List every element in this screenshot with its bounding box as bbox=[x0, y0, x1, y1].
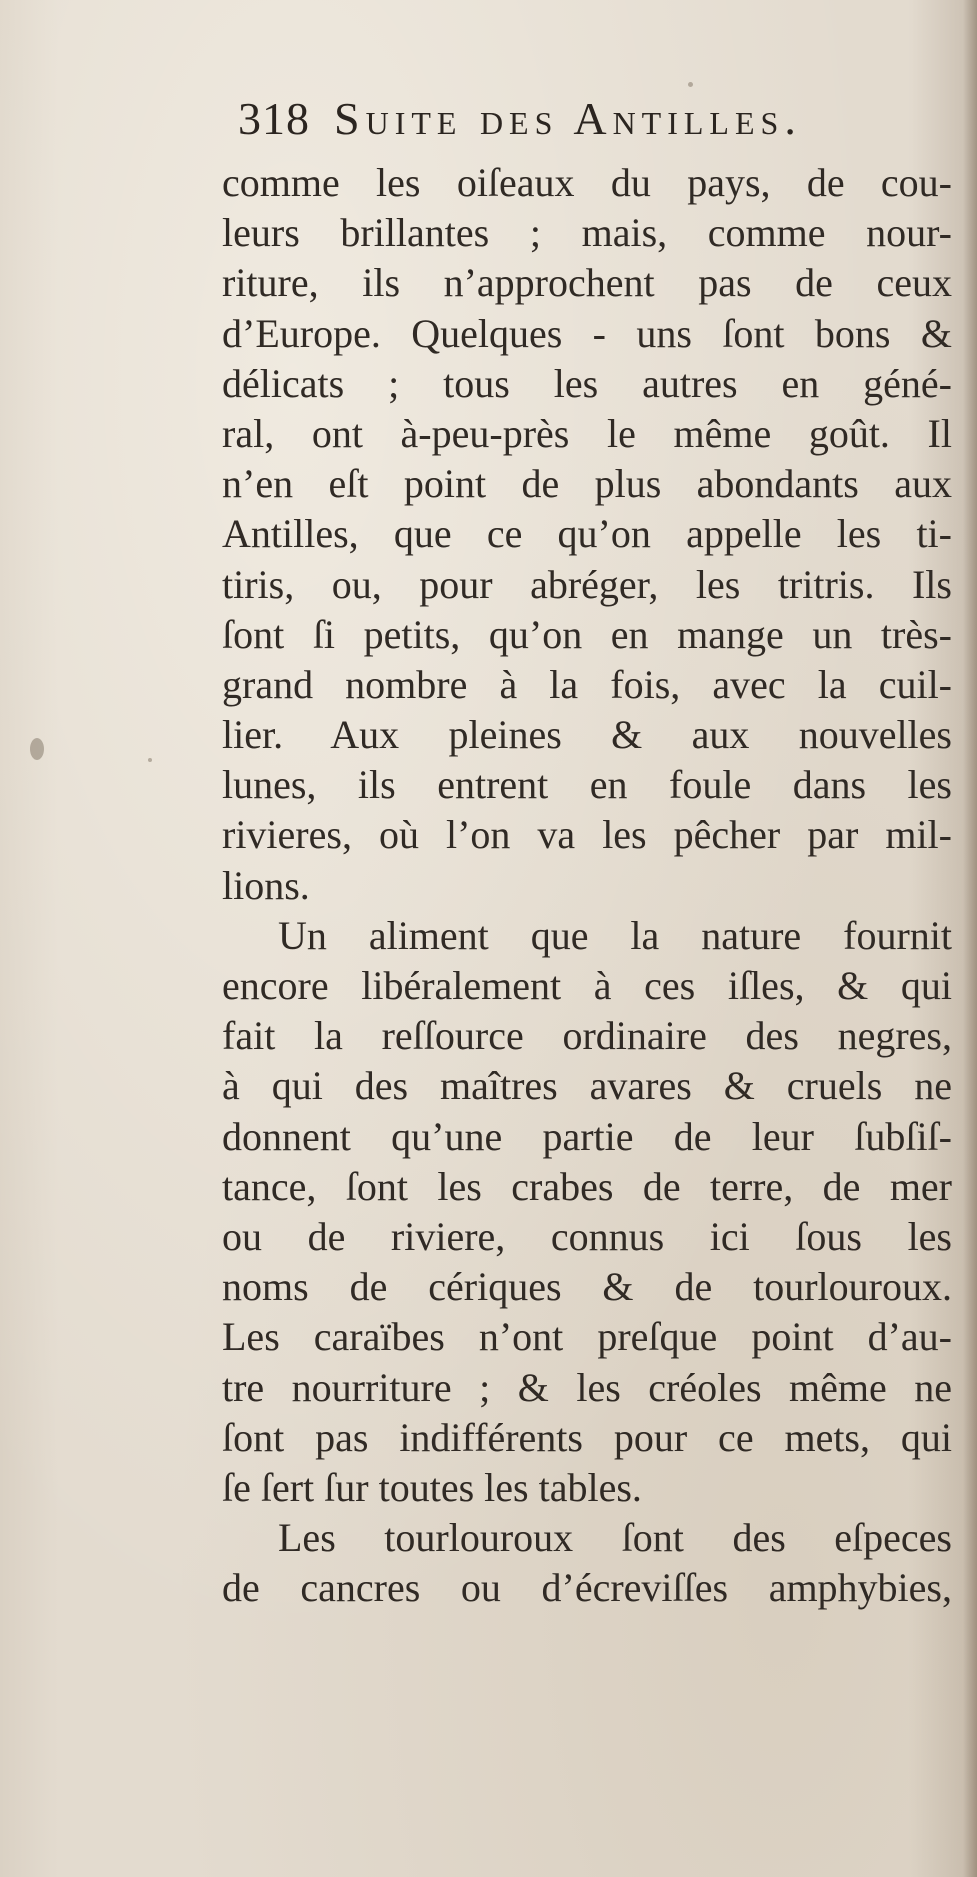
running-head: Suite des Antilles. bbox=[334, 93, 802, 144]
paragraph-2 bbox=[222, 911, 952, 1513]
text-line: Les caraïbes n’ont preſque point d’au- bbox=[222, 1314, 952, 1360]
page-header bbox=[238, 92, 968, 154]
text-line: délicats ; tous les autres en géné- bbox=[222, 360, 952, 406]
text-line: ſe ſert ſur toutes les tables. bbox=[222, 1464, 642, 1510]
spine-shadow bbox=[963, 0, 977, 1877]
text-line: ral, ont à-peu-près le même goût. Il bbox=[222, 410, 952, 456]
text-line: lunes, ils entrent en foule dans les bbox=[222, 762, 952, 808]
text-line: de cancres ou d’écreviſſes amphybies, bbox=[222, 1565, 952, 1611]
body-text bbox=[222, 158, 952, 1613]
text-line: donnent qu’une partie de leur ſubſiſ- bbox=[222, 1113, 952, 1159]
text-line: à qui des maîtres avares & cruels ne bbox=[222, 1063, 952, 1109]
text-line: ſont pas indifférents pour ce mets, qui bbox=[222, 1414, 952, 1460]
text-line: encore libéralement à ces iſles, & qui bbox=[222, 963, 952, 1008]
text-line: tiris, ou, pour abréger, les tritris. Ils bbox=[222, 561, 952, 607]
text-line: riture, ils n’approchent pas de ceux bbox=[222, 260, 952, 306]
text-line: comme les oiſeaux du pays, de cou- bbox=[222, 160, 952, 205]
text-line: ſont ſi petits, qu’on en mange un très- bbox=[222, 611, 952, 657]
text-line: noms de cériques & de tourlouroux. bbox=[222, 1264, 952, 1310]
text-line: Antilles, que ce qu’on appelle les ti- bbox=[222, 511, 952, 557]
text-line: tance, ſont les crabes de terre, de mer bbox=[222, 1163, 952, 1209]
text-line: grand nombre à la fois, avec la cuil- bbox=[222, 661, 952, 707]
text-line: leurs brillantes ; mais, comme nour- bbox=[222, 210, 952, 256]
text-line: d’Europe. Quelques - uns ſont bons & bbox=[222, 310, 952, 356]
paper-speck bbox=[148, 758, 152, 762]
text-line: fait la reſſource ordinaire des negres, bbox=[222, 1013, 952, 1059]
text-line: Un aliment que la nature fournit bbox=[278, 912, 952, 958]
paragraph-1 bbox=[222, 158, 952, 911]
page-number: 318 bbox=[238, 93, 310, 144]
text-line: lions. bbox=[222, 862, 310, 908]
text-line: lier. Aux pleines & aux nouvelles bbox=[222, 712, 952, 758]
paper-speck bbox=[688, 82, 693, 87]
text-line: Les tourlouroux ſont des eſpeces bbox=[278, 1515, 952, 1561]
text-line: rivieres, où l’on va les pêcher par mil- bbox=[222, 812, 952, 858]
text-line: ou de riviere, connus ici ſous les bbox=[222, 1213, 952, 1259]
text-line: n’en eſt point de plus abondants aux bbox=[222, 461, 952, 507]
paper-speck bbox=[30, 738, 44, 760]
text-line: tre nourriture ; & les créoles même ne bbox=[222, 1364, 952, 1410]
paragraph-3 bbox=[222, 1513, 952, 1613]
